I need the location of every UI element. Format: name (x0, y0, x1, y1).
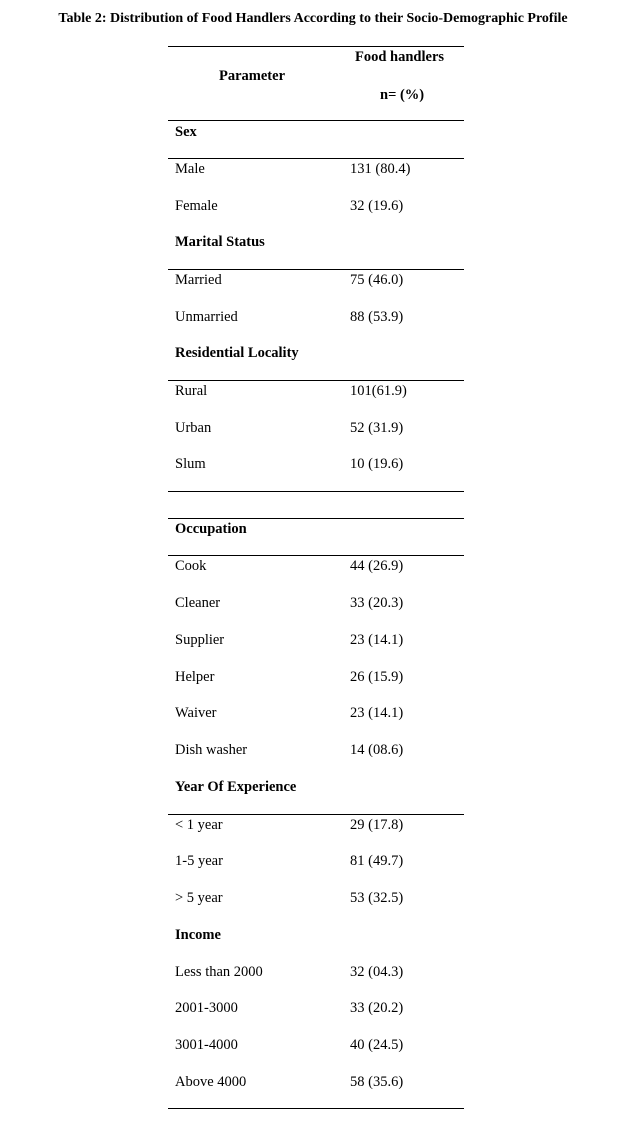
row-label: Female (175, 198, 218, 214)
row-label: Waiver (175, 705, 217, 721)
table-title: Table 2: Distribution of Food Handlers According to their Socio-Demographic Profile (58, 11, 568, 26)
row-value: 75 (46.0) (350, 272, 404, 288)
row-label: Rural (175, 383, 208, 399)
table-top-rule (168, 46, 464, 47)
row-label: 3001-4000 (175, 1037, 238, 1053)
row-label: Dish washer (175, 742, 248, 758)
section-rule (168, 814, 464, 815)
row-value: 14 (08.6) (350, 742, 404, 758)
row-label: Less than 2000 (175, 964, 263, 980)
row-label: Unmarried (175, 309, 238, 325)
row-value: 131 (80.4) (350, 161, 411, 177)
row-label: 1-5 year (175, 853, 223, 869)
section-heading-residential-locality: Residential Locality (175, 345, 299, 361)
row-label: Urban (175, 420, 212, 436)
section-rule (168, 555, 464, 556)
row-label: Helper (175, 669, 215, 685)
row-value: 52 (31.9) (350, 420, 404, 436)
header-bottom-rule (168, 120, 464, 121)
section-heading-occupation: Occupation (175, 521, 247, 537)
row-value: 40 (24.5) (350, 1037, 404, 1053)
row-label: Above 4000 (175, 1074, 247, 1090)
row-value: 26 (15.9) (350, 669, 404, 685)
row-value: 32 (19.6) (350, 198, 404, 214)
row-value: 44 (26.9) (350, 558, 404, 574)
row-label: Supplier (175, 632, 225, 648)
section-heading-sex: Sex (175, 124, 197, 140)
row-label: Cook (175, 558, 207, 574)
section-heading-marital-status: Marital Status (175, 234, 265, 250)
section-rule (168, 491, 464, 492)
row-value: 101(61.9) (350, 383, 407, 399)
row-label: Slum (175, 456, 206, 472)
row-label: Cleaner (175, 595, 221, 611)
row-value: 29 (17.8) (350, 817, 404, 833)
row-label: 2001-3000 (175, 1000, 238, 1016)
section-heading-income: Income (175, 927, 221, 943)
row-value: 23 (14.1) (350, 632, 404, 648)
row-value: 23 (14.1) (350, 705, 404, 721)
row-value: 53 (32.5) (350, 890, 404, 906)
column-header-count-percent: n= (%) (380, 87, 425, 103)
row-value: 88 (53.9) (350, 309, 404, 325)
column-header-food-handlers: Food handlers (355, 49, 445, 65)
section-heading-year-of-experience: Year Of Experience (175, 779, 297, 795)
column-header-parameter: Parameter (219, 68, 286, 84)
row-value: 33 (20.2) (350, 1000, 404, 1016)
table-bottom-rule (168, 1108, 464, 1109)
section-rule (168, 518, 464, 519)
row-value: 58 (35.6) (350, 1074, 404, 1090)
row-value: 32 (04.3) (350, 964, 404, 980)
section-rule (168, 380, 464, 381)
row-value: 33 (20.3) (350, 595, 404, 611)
row-label: > 5 year (175, 890, 223, 906)
row-value: 10 (19.6) (350, 456, 404, 472)
row-label: Married (175, 272, 222, 288)
section-rule (168, 158, 464, 159)
row-label: Male (175, 161, 205, 177)
section-rule (168, 269, 464, 270)
row-label: < 1 year (175, 817, 223, 833)
row-value: 81 (49.7) (350, 853, 404, 869)
